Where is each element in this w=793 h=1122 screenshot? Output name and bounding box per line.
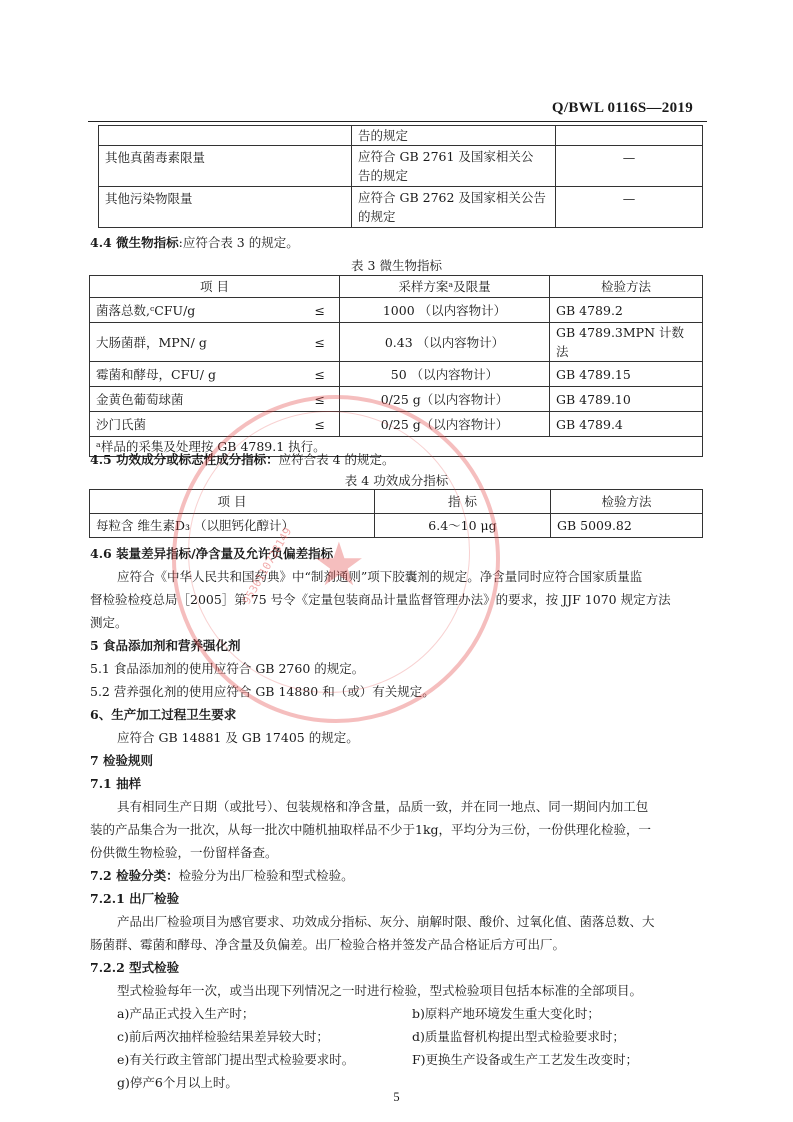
- table-cell: 50 （以内容物计）: [340, 362, 550, 387]
- paragraph-line: 份供微生物检验，一份留样备查。: [90, 845, 278, 860]
- condition-item: d)质量监督机构提出型式检验要求时；: [412, 1029, 625, 1044]
- table-cell: GB 4789.3MPN 计数法: [550, 323, 703, 362]
- column-header: 检验方法: [550, 276, 703, 298]
- cell-line: 的规定: [358, 209, 396, 224]
- table-cell: 0.43 （以内容物计）: [340, 323, 550, 362]
- section-5-heading: 5 食品添加剂和营养强化剂: [90, 638, 241, 653]
- le-symbol: ≤: [314, 334, 325, 350]
- table-cell: 其他污染物限量: [99, 187, 352, 228]
- paragraph-line: 装的产品集合为一批次，从每一批次中随机抽取样品不少于1kg，平均分为三份，一份供理化检验，一: [90, 822, 652, 837]
- table-cell: 每粒含 维生素D₃ （以胆钙化醇计）: [90, 514, 375, 538]
- section-text: :应符合表 3 的规定。: [178, 235, 299, 250]
- paragraph-line: 应符合《中华人民共和国药典》中“制剂通则”项下胶囊剂的规定。净含量同时应符合国家质量监: [117, 569, 643, 584]
- paragraph-line: 测定。: [90, 615, 128, 630]
- condition-item: c)前后两次抽样检验结果差异较大时；: [117, 1029, 329, 1044]
- table-cell: GB 4789.10: [550, 387, 703, 412]
- section-7-1-heading: 7.1 抽样: [90, 776, 142, 791]
- table-cell: —: [556, 187, 703, 228]
- section-heading: 4.5 功效成分或标志性成分指标：: [90, 452, 279, 467]
- column-header: 指 标: [375, 490, 551, 514]
- paragraph-line: 肠菌群、霉菌和酵母、净含量及负偏差。出厂检验合格并签发产品合格证后方可出厂。: [90, 937, 566, 952]
- document-code: Q/BWL 0116S—2019: [551, 100, 693, 116]
- table-cell: GB 4789.2: [550, 298, 703, 323]
- section-text: 应符合表 4 的规定。: [278, 452, 395, 467]
- table-cell: [352, 187, 556, 228]
- cell-line: 应符合 GB 2762 及国家相关公告: [358, 190, 546, 205]
- section-7-2-1-heading: 7.2.1 出厂检验: [90, 891, 180, 906]
- table-cell: 0/25 g（以内容物计）: [340, 412, 550, 437]
- cell-line: 应符合 GB 2761 及国家相关公: [358, 149, 534, 164]
- column-header: 项 目: [90, 490, 375, 514]
- condition-item: a)产品正式投入生产时；: [117, 1006, 255, 1021]
- section-4-6-heading: 4.6 装量差异指标/净含量及允许负偏差指标: [90, 546, 334, 561]
- section-4-4: [90, 233, 299, 251]
- seal-star-icon: ★: [312, 530, 366, 600]
- table-cell: 告的规定: [352, 126, 556, 146]
- condition-item: b)原料产地环境发生重大变化时；: [412, 1006, 600, 1021]
- table-cell: 6.4～10 μg: [375, 514, 551, 538]
- table-cell: [352, 146, 556, 187]
- table-row: [90, 323, 703, 362]
- column-header: 采样方案ᵃ及限量: [340, 276, 550, 298]
- table-cell: GB 5009.82: [551, 514, 703, 538]
- table-cell: GB 4789.4: [550, 412, 703, 437]
- table-row: [90, 362, 703, 387]
- le-symbol: ≤: [314, 302, 325, 318]
- paragraph-line: 型式检验每年一次，或当出现下列情况之一时进行检验，型式检验项目包括本标准的全部项目。: [117, 983, 643, 998]
- page-number: 5: [393, 1090, 400, 1104]
- section-text: 检验分为出厂检验和型式检验。: [178, 868, 354, 883]
- section-7-2-2-heading: 7.2.2 型式检验: [90, 960, 180, 975]
- paragraph-line: 产品出厂检验项目为感官要求、功效成分指标、灰分、崩解时限、酸价、过氧化值、菌落总数、大: [117, 914, 655, 929]
- cell-line: 告的规定: [358, 168, 409, 183]
- item-name: 霉菌和酵母，CFU/ g: [96, 366, 216, 382]
- item-name: 沙门氏菌: [96, 416, 147, 432]
- table-cell: [90, 323, 340, 362]
- table-cell: [556, 126, 703, 146]
- header-rule: [88, 121, 707, 122]
- list-item: 5.1 食品添加剂的使用应符合 GB 2760 的规定。: [90, 661, 365, 676]
- table-cell: [99, 126, 352, 146]
- le-symbol: ≤: [314, 391, 325, 407]
- list-item: 5.2 营养强化剂的使用应符合 GB 14880 和（或）有关规定。: [90, 684, 435, 699]
- le-symbol: ≤: [314, 366, 325, 382]
- section-6-heading: 6、生产加工过程卫生要求: [90, 707, 237, 722]
- column-header: 项 目: [90, 276, 340, 298]
- table-cell: [90, 362, 340, 387]
- table-row: [90, 298, 703, 323]
- paragraph-line: 督检验检疫总局［2005］第 75 号令《定量包装商品计量监督管理办法》的要求，按 JJF 1070 规定方法: [90, 592, 671, 607]
- table-note: ᵃ样品的采集及处理按 GB 4789.1 执行。: [90, 437, 703, 457]
- item-name: 大肠菌群，MPN/ g: [96, 334, 207, 350]
- seal-code: 9530110728149: [240, 525, 295, 607]
- table-row: [99, 146, 703, 187]
- table-row: [99, 187, 703, 228]
- table4-caption: 表 4 功效成分指标: [344, 473, 449, 488]
- table-cell: 0/25 g（以内容物计）: [340, 387, 550, 412]
- section-7-heading: 7 检验规则: [90, 753, 154, 768]
- column-header: 检验方法: [551, 490, 703, 514]
- section-heading: 4.4 微生物指标: [90, 235, 179, 250]
- table-cell: —: [556, 146, 703, 187]
- le-symbol: ≤: [314, 416, 325, 432]
- paragraph-line: 具有相同生产日期（或批号）、包装规格和净含量，品质一致，并在同一地点、同一期间内加工包: [117, 799, 649, 814]
- table-cell: [90, 298, 340, 323]
- section-text: 应符合 GB 14881 及 GB 17405 的规定。: [117, 730, 359, 745]
- item-name: 金黄色葡萄球菌: [96, 391, 184, 407]
- section-7-2: [90, 866, 354, 884]
- condition-item: e)有关行政主管部门提出型式检验要求时。: [117, 1052, 355, 1067]
- condition-item: g)停产6个月以上时。: [117, 1075, 238, 1090]
- table-cell: GB 4789.15: [550, 362, 703, 387]
- table3-caption: 表 3 微生物指标: [351, 258, 442, 273]
- table-header-row: [90, 276, 703, 298]
- top-table: [98, 125, 703, 228]
- table-cell: 1000 （以内容物计）: [340, 298, 550, 323]
- section-heading: 7.2 检验分类：: [90, 868, 179, 883]
- item-name: 菌落总数,ᶜCFU/g: [96, 302, 196, 318]
- table-row: [99, 126, 703, 146]
- condition-item: F)更换生产设备或生产工艺发生改变时；: [412, 1052, 639, 1067]
- table-cell: 其他真菌毒素限量: [99, 146, 352, 187]
